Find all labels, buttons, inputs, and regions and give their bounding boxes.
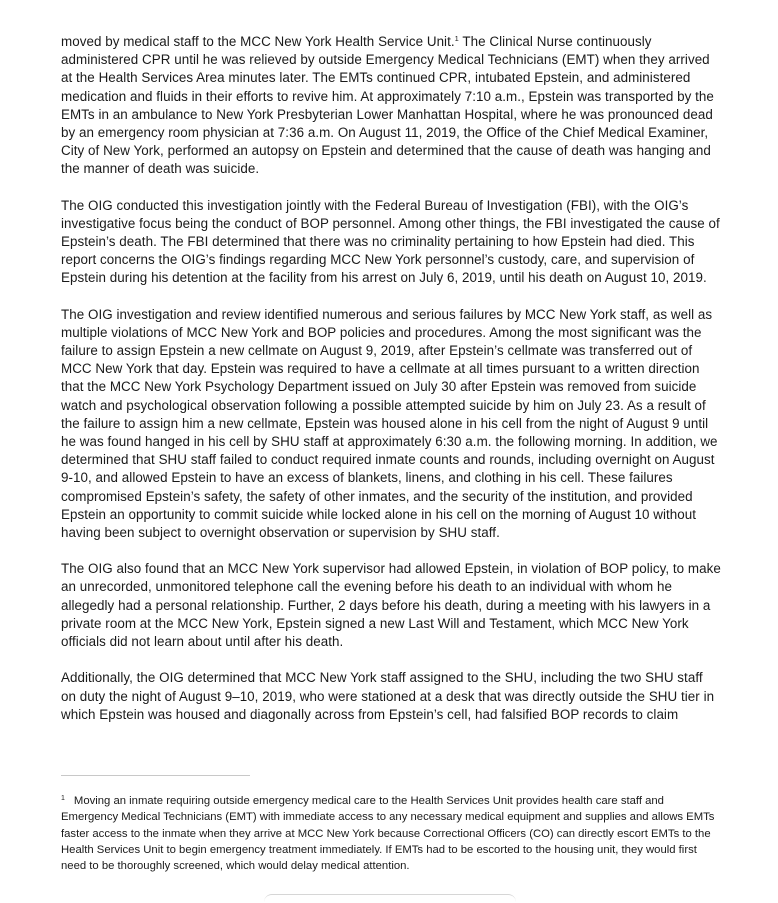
page-bottom-edge	[264, 894, 516, 903]
paragraph-4: The OIG also found that an MCC New York supervisor had allowed Epstein, in violation of BOP policy, to make an unrecorded, unmonitored telephone call the evening before his death to an individual with whom he allegedly had a personal relationship. Further, 2 days before his death, during a meeting with his lawyers in a private room at the MCC New York, Epstein signed a new Last Will and Testament, which MCC New York officials did not learn about until after his death.	[61, 561, 721, 650]
document-body	[61, 33, 721, 742]
footnote-1	[61, 793, 721, 874]
paragraph-2: The OIG conducted this investigation jointly with the Federal Bureau of Investigation (FBI), with the OIG’s investigative focus being the conduct of BOP personnel. Among other things, the FBI investigated the cause of Epstein’s death. The FBI determined that there was no criminality pertaining to how Epstein had died. This report concerns the OIG’s findings regarding MCC New York personnel’s custody, care, and supervision of Epstein during his detention at the facility from his arrest on July 6, 2019, until his death on August 10, 2019.	[61, 197, 720, 286]
footnote-ref-1[interactable]: 1	[454, 34, 459, 43]
paragraph-3: The OIG investigation and review identified numerous and serious failures by MCC New York staff, as well as multiple violations of MCC New York and BOP policies and procedures. Among the most significant was the failure to assign Epstein a new cellmate on August 9, 2019, after Epstein’s cellmate was transferred out of MCC New York that day. Epstein was required to have a cellmate at all times pursuant to a written direction that the MCC New York Psychology Department issued on July 30 after Epstein was removed from suicide watch and psychological observation following a possible attempted suicide by him on July 23. As a result of the failure to assign him a new cellmate, Epstein was housed alone in his cell from the night of August 9 until he was found hanged in his cell by SHU staff at approximately 6:30 a.m. the following morning. In addition, we determined that SHU staff failed to conduct required inmate counts and rounds, including overnight on August 9-10, and allowed Epstein to have an excess of blankets, linens, and clothing in his cell. These failures compromised Epstein’s safety, the safety of other inmates, and the security of the institution, and provided Epstein an opportunity to commit suicide while locked alone in his cell on the morning of August 10 without having been subject to overnight observation or supervision by SHU staff.	[61, 306, 718, 541]
footnote-text: Moving an inmate requiring outside emergency medical care to the Health Services Unit provides health care staff and Emergency Medical Technicians (EMT) with immediate access to any necessary medical equipment and supplies and allows EMTs faster access to the inmate when they arrive at MCC New York because Correctional Officers (CO) can directly escort EMTs to the Health Services Unit to begin emergency treatment immediately. If EMTs had to be escorted to the housing unit, they would first need to be thoroughly screened, which would delay medical attention.	[61, 795, 715, 873]
paragraph-1-text-end: The Clinical Nurse continuously administered CPR until he was relieved by outside Emergency Medical Technicians (EMT) when they arrived at the Health Services Area minutes later. The EMTs continued CPR, intubated Epstein, and administered medication and fluids in their efforts to revive him. At approximately 7:10 a.m., Epstein was transported by the EMTs in an ambulance to New York Presbyterian Lower Manhattan Hospital, where he was pronounced dead by an emergency room physician at 7:36 a.m. On August 11, 2019, the Office of the Chief Medical Examiner, City of New York, performed an autopsy on Epstein and determined that the cause of death was hanging and the manner of death was suicide.	[61, 34, 714, 177]
paragraph-5: Additionally, the OIG determined that MCC New York staff assigned to the SHU, including the two SHU staff on duty the night of August 9–10, 2019, who were stationed at a desk that was directly outside the SHU tier in which Epstein was housed and diagonally across from Epstein’s cell, had falsified BOP records to claim	[61, 670, 715, 722]
footnote-marker: 1	[61, 795, 65, 802]
footnote-divider	[61, 775, 250, 776]
paragraph-1-text-start: moved by medical staff to the MCC New York Health Service Unit.	[61, 34, 455, 49]
paragraph-1	[61, 33, 721, 179]
